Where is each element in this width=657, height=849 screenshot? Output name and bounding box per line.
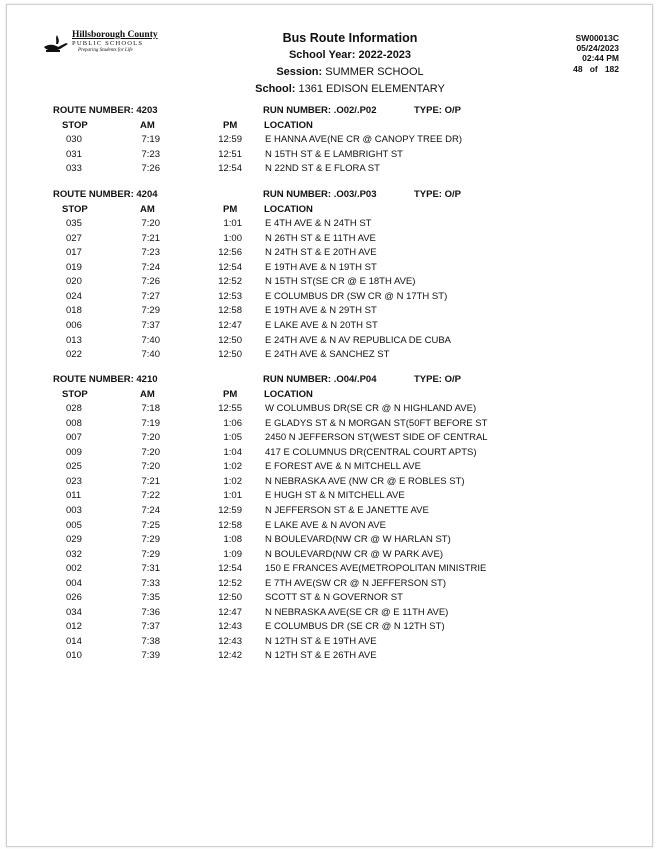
stop-number: 032	[66, 548, 82, 560]
am-time: 7:37	[141, 621, 160, 633]
table-row	[0, 621, 657, 635]
column-location: LOCATION	[264, 388, 313, 400]
stop-number: 004	[66, 577, 82, 589]
stop-number: 003	[66, 504, 82, 516]
pm-time: 1:02	[223, 475, 242, 487]
route-number: ROUTE NUMBER: 4204	[53, 189, 158, 200]
am-time: 7:29	[141, 548, 160, 560]
stop-number: 018	[66, 305, 82, 317]
am-time: 7:23	[141, 148, 160, 160]
column-header	[0, 389, 657, 403]
am-time: 7:29	[141, 305, 160, 317]
stop-location: E COLUMBUS DR (SE CR @ N 12TH ST)	[265, 621, 445, 633]
table-row	[0, 607, 657, 621]
table-row	[0, 447, 657, 461]
table-row	[0, 490, 657, 504]
stop-location: N BOULEVARD(NW CR @ W PARK AVE)	[265, 548, 444, 560]
pm-time: 12:59	[218, 504, 242, 516]
school-label: School:	[255, 83, 296, 95]
table-row	[0, 650, 657, 664]
stop-number: 008	[66, 417, 82, 429]
table-row	[0, 432, 657, 446]
pm-time: 1:08	[223, 534, 242, 546]
am-time: 7:31	[141, 563, 160, 575]
pm-time: 12:54	[218, 163, 242, 175]
stop-number: 019	[66, 261, 82, 273]
table-row	[0, 291, 657, 305]
run-number: RUN NUMBER: .O04/.P04	[263, 374, 377, 385]
stop-location: N BOULEVARD(NW CR @ W HARLAN ST)	[265, 534, 451, 546]
stop-number: 033	[66, 163, 82, 175]
table-row	[0, 335, 657, 349]
table-row	[0, 549, 657, 563]
table-row	[0, 636, 657, 650]
pm-time: 12:53	[218, 290, 242, 302]
district-logo	[42, 30, 162, 60]
stop-location: E 7TH AVE(SW CR @ N JEFFERSON ST)	[265, 577, 447, 589]
route-number: ROUTE NUMBER: 4210	[53, 374, 158, 385]
am-time: 7:35	[141, 592, 160, 604]
column-pm: PM	[223, 119, 238, 131]
table-row	[0, 233, 657, 247]
route-type: TYPE: O/P	[414, 374, 461, 385]
pm-time: 12:54	[218, 261, 242, 273]
stop-location: N 22ND ST & E FLORA ST	[265, 163, 380, 175]
session-label: Session:	[276, 66, 323, 78]
table-row	[0, 505, 657, 519]
stop-number: 012	[66, 621, 82, 633]
column-stop: STOP	[62, 119, 88, 131]
stop-number: 014	[66, 635, 82, 647]
report-title: Bus Route Information	[282, 31, 418, 45]
pm-time: 1:04	[223, 446, 242, 458]
am-time: 7:19	[141, 417, 160, 429]
route-type: TYPE: O/P	[414, 189, 461, 200]
run-number: RUN NUMBER: .O02/.P02	[263, 105, 377, 116]
am-time: 7:20	[141, 432, 160, 444]
session-value: SUMMER SCHOOL	[325, 66, 424, 78]
am-time: 7:26	[141, 163, 160, 175]
stop-number: 020	[66, 276, 82, 288]
school-year-value: 2022-2023	[358, 49, 412, 61]
school	[240, 83, 460, 95]
stop-number: 027	[66, 232, 82, 244]
stop-location: E 24TH AVE & N AV REPUBLICA DE CUBA	[265, 334, 452, 346]
route-number: ROUTE NUMBER: 4203	[53, 105, 158, 116]
pm-time: 1:06	[223, 417, 242, 429]
pm-time: 12:56	[218, 247, 242, 259]
logo-tagline: Preparing Students for Life	[78, 48, 133, 53]
table-row	[0, 403, 657, 417]
stop-number: 034	[66, 606, 82, 618]
pm-time: 12:50	[218, 334, 242, 346]
stop-location: N NEBRASKA AVE (NW CR @ E ROBLES ST)	[265, 475, 465, 487]
column-pm: PM	[223, 388, 238, 400]
report-date: 05/24/2023	[576, 43, 619, 53]
lamp-of-learning-icon	[42, 32, 70, 54]
route-header	[0, 374, 657, 388]
school-year	[240, 49, 460, 61]
am-time: 7:38	[141, 635, 160, 647]
pm-time: 12:50	[218, 349, 242, 361]
table-row	[0, 134, 657, 148]
am-time: 7:37	[141, 319, 160, 331]
logo-line-2: PUBLIC SCHOOLS	[72, 40, 144, 47]
stop-location: 150 E FRANCES AVE(METROPOLITAN MINISTRIE	[265, 563, 487, 575]
stop-number: 026	[66, 592, 82, 604]
route-header	[0, 105, 657, 119]
stop-location: E COLUMBUS DR (SW CR @ N 17TH ST)	[265, 290, 448, 302]
am-time: 7:33	[141, 577, 160, 589]
pm-time: 12:55	[218, 403, 242, 415]
stop-location: W COLUMBUS DR(SE CR @ N HIGHLAND AVE)	[265, 403, 477, 415]
am-time: 7:36	[141, 606, 160, 618]
table-row	[0, 305, 657, 319]
stop-location: E 19TH AVE & N 29TH ST	[265, 305, 377, 317]
stop-location: 2450 N JEFFERSON ST(WEST SIDE OF CENTRAL	[265, 432, 488, 444]
table-row	[0, 476, 657, 490]
pm-time: 12:47	[218, 606, 242, 618]
page-total: 182	[604, 64, 619, 74]
am-time: 7:27	[141, 290, 160, 302]
stop-number: 010	[66, 650, 82, 662]
pm-time: 12:42	[218, 650, 242, 662]
stop-number: 025	[66, 461, 82, 473]
stop-location: N 15TH ST & E LAMBRIGHT ST	[265, 148, 403, 160]
pm-time: 1:01	[223, 490, 242, 502]
stop-number: 011	[66, 490, 82, 502]
pm-time: 12:52	[218, 577, 242, 589]
stop-number: 009	[66, 446, 82, 458]
report-time: 02:44 PM	[582, 53, 619, 63]
pm-time: 1:01	[223, 218, 242, 230]
pm-time: 1:02	[223, 461, 242, 473]
column-location: LOCATION	[264, 203, 313, 215]
stop-location: E GLADYS ST & N MORGAN ST(50FT BEFORE ST	[265, 417, 488, 429]
table-row	[0, 149, 657, 163]
stop-location: E HUGH ST & N MITCHELL AVE	[265, 490, 405, 502]
am-time: 7:40	[141, 334, 160, 346]
pm-time: 12:50	[218, 592, 242, 604]
stop-number: 007	[66, 432, 82, 444]
pm-time: 12:59	[218, 134, 242, 146]
pm-time: 12:58	[218, 305, 242, 317]
table-row	[0, 534, 657, 548]
pm-time: 12:47	[218, 319, 242, 331]
table-row	[0, 163, 657, 177]
column-am: AM	[140, 388, 155, 400]
stop-location: E LAKE AVE & N 20TH ST	[265, 319, 378, 331]
stop-location: N 24TH ST & E 20TH AVE	[265, 247, 377, 259]
am-time: 7:23	[141, 247, 160, 259]
column-header	[0, 120, 657, 134]
stop-number: 031	[66, 148, 82, 160]
column-pm: PM	[223, 203, 238, 215]
column-header	[0, 204, 657, 218]
table-row	[0, 247, 657, 261]
pm-time: 12:43	[218, 635, 242, 647]
column-stop: STOP	[62, 388, 88, 400]
stop-location: E LAKE AVE & N AVON AVE	[265, 519, 386, 531]
table-row	[0, 262, 657, 276]
column-location: LOCATION	[264, 119, 313, 131]
column-stop: STOP	[62, 203, 88, 215]
am-time: 7:26	[141, 276, 160, 288]
am-time: 7:20	[141, 218, 160, 230]
run-number: RUN NUMBER: .O03/.P03	[263, 189, 377, 200]
route-type: TYPE: O/P	[414, 105, 461, 116]
am-time: 7:20	[141, 461, 160, 473]
am-time: 7:39	[141, 650, 160, 662]
am-time: 7:18	[141, 403, 160, 415]
stop-number: 030	[66, 134, 82, 146]
logo-line-1: Hillsborough County	[72, 30, 158, 40]
school-value: 1361 EDISON ELEMENTARY	[298, 83, 445, 95]
pm-time: 1:00	[223, 232, 242, 244]
am-time: 7:20	[141, 446, 160, 458]
am-time: 7:21	[141, 475, 160, 487]
stop-number: 006	[66, 319, 82, 331]
stop-location: SCOTT ST & N GOVERNOR ST	[265, 592, 403, 604]
table-row	[0, 578, 657, 592]
stop-number: 023	[66, 475, 82, 487]
am-time: 7:24	[141, 504, 160, 516]
stop-location: 417 E COLUMNUS DR(CENTRAL COURT APTS)	[265, 446, 477, 458]
stop-location: E 24TH AVE & SANCHEZ ST	[265, 349, 390, 361]
am-time: 7:21	[141, 232, 160, 244]
table-row	[0, 563, 657, 577]
stop-location: E 19TH AVE & N 19TH ST	[265, 261, 377, 273]
table-row	[0, 218, 657, 232]
stop-number: 017	[66, 247, 82, 259]
stop-number: 024	[66, 290, 82, 302]
table-row	[0, 461, 657, 475]
stop-location: N 26TH ST & E 11TH AVE	[265, 232, 376, 244]
pm-time: 12:43	[218, 621, 242, 633]
table-row	[0, 418, 657, 432]
pm-time: 12:52	[218, 276, 242, 288]
stop-number: 022	[66, 349, 82, 361]
stop-number: 013	[66, 334, 82, 346]
am-time: 7:29	[141, 534, 160, 546]
stop-number: 028	[66, 403, 82, 415]
report-id: SW00013C	[575, 33, 619, 43]
stop-location: N 12TH ST & E 19TH AVE	[265, 635, 377, 647]
page-of-label: of	[589, 64, 598, 74]
am-time: 7:24	[141, 261, 160, 273]
page-number: 48	[573, 64, 583, 74]
stop-location: E FOREST AVE & N MITCHELL AVE	[265, 461, 421, 473]
page-indicator	[573, 64, 619, 74]
column-am: AM	[140, 119, 155, 131]
stop-location: N NEBRASKA AVE(SE CR @ E 11TH AVE)	[265, 606, 449, 618]
table-row	[0, 276, 657, 290]
am-time: 7:19	[141, 134, 160, 146]
stop-number: 005	[66, 519, 82, 531]
stop-location: N 15TH ST(SE CR @ E 18TH AVE)	[265, 276, 416, 288]
stop-location: E 4TH AVE & N 24TH ST	[265, 218, 372, 230]
am-time: 7:40	[141, 349, 160, 361]
school-year-label: School Year:	[288, 49, 356, 61]
table-row	[0, 592, 657, 606]
pm-time: 12:51	[218, 148, 242, 160]
column-am: AM	[140, 203, 155, 215]
am-time: 7:22	[141, 490, 160, 502]
route-header	[0, 189, 657, 203]
stop-location: E HANNA AVE(NE CR @ CANOPY TREE DR)	[265, 134, 463, 146]
pm-time: 12:58	[218, 519, 242, 531]
session	[240, 66, 460, 78]
am-time: 7:25	[141, 519, 160, 531]
stop-location: N JEFFERSON ST & E JANETTE AVE	[265, 504, 429, 516]
stop-number: 029	[66, 534, 82, 546]
stop-location: N 12TH ST & E 26TH AVE	[265, 650, 377, 662]
stop-number: 002	[66, 563, 82, 575]
table-row	[0, 520, 657, 534]
table-row	[0, 349, 657, 363]
pm-time: 1:05	[223, 432, 242, 444]
stop-number: 035	[66, 218, 82, 230]
table-row	[0, 320, 657, 334]
pm-time: 12:54	[218, 563, 242, 575]
pm-time: 1:09	[223, 548, 242, 560]
